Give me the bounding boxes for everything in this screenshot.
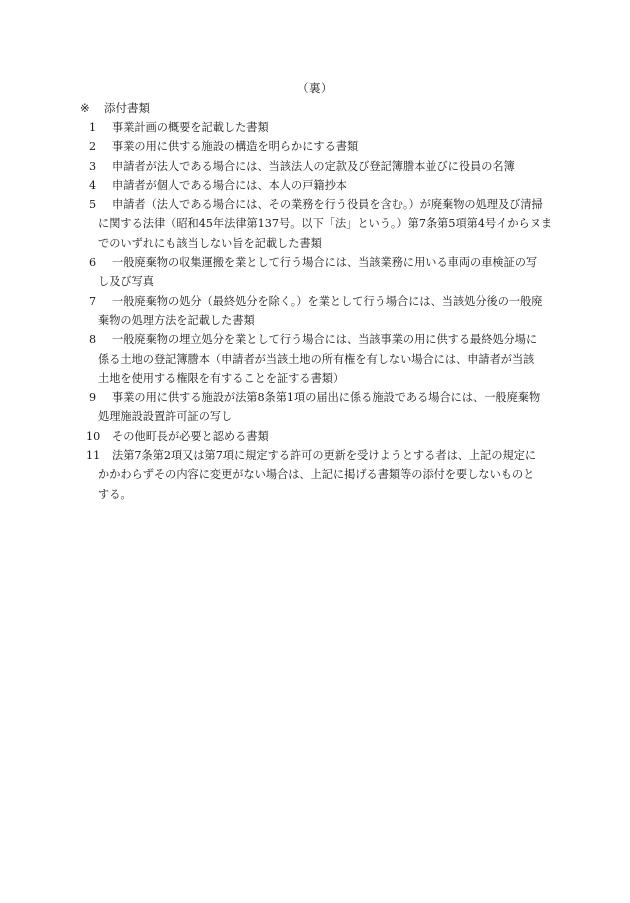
section-title: 添付書類 [104, 101, 150, 115]
list-item-line: 棄物の処理方法を記載した書類 [98, 313, 255, 327]
list-item-line: でのいずれにも該当しない旨を記載した書類 [98, 236, 322, 250]
list-item [84, 176, 564, 195]
section-heading [80, 100, 150, 116]
list-item-number: 6 [89, 256, 97, 270]
list-item-number: 11 [86, 449, 101, 463]
list-item-line: 法第7条第2項又は第7項に規定する許可の更新を受けようとする者は、上記の規定に [112, 449, 537, 463]
list-item-line: する。 [98, 487, 132, 501]
list-item-line: 処理施設設置許可証の写し [98, 410, 233, 424]
list-item-number: 2 [89, 140, 97, 154]
page-side-label: （裏） [297, 81, 333, 95]
list-item [84, 388, 564, 427]
list-item-text [98, 195, 564, 253]
list-item-line: 事業の用に供する施設の構造を明らかにする書類 [112, 140, 359, 154]
list-item-line: 申請者（法人である場合には、その業務を行う役員を含む。）が廃棄物の処理及び清掃 [112, 198, 543, 212]
list-item-number: 8 [89, 333, 97, 347]
list-item-text [112, 427, 564, 446]
list-item [84, 137, 564, 156]
list-item [84, 292, 564, 331]
attachment-list [84, 118, 564, 504]
list-item-line: かかわらずその内容に変更がない場合は、上記に掲げる書類等の添付を要しないものと [98, 468, 535, 482]
list-item-text [98, 388, 564, 427]
list-item-line: 一般廃棄物の埋立処分を業として行う場合には、当該事業の用に供する最終処分場に [112, 333, 538, 347]
list-item [84, 195, 564, 253]
list-item-text [98, 446, 564, 504]
list-item-line: 土地を使用する権限を有することを証する書類） [98, 371, 345, 385]
list-item-line: 申請者が個人である場合には、本人の戸籍抄本 [112, 178, 347, 192]
list-item-text [112, 137, 564, 156]
list-item-line: 一般廃棄物の処分（最終処分を除く。）を業として行う場合には、当該処分後の一般廃 [112, 294, 543, 308]
list-item [84, 157, 564, 176]
note-mark: ※ [80, 101, 90, 115]
list-item-text [98, 253, 564, 292]
list-item-line: 事業計画の概要を記載した書類 [112, 121, 269, 134]
list-item-number: 7 [89, 294, 97, 308]
list-item-line: 事業の用に供する施設が法第8条第1項の届出に係る施設である場合には、一般廃棄物 [112, 391, 541, 405]
list-item-number: 10 [86, 429, 101, 443]
list-item-line: し及び写真 [98, 275, 154, 289]
list-item-number: 1 [89, 121, 97, 134]
list-item-number: 9 [89, 391, 97, 405]
list-item-text [98, 330, 564, 388]
list-item-line: その他町長が必要と認める書類 [112, 429, 269, 443]
list-item [84, 446, 564, 504]
list-item [84, 427, 564, 446]
list-item-line: 係る土地の登記簿謄本（申請者が当該土地の所有権を有しない場合には、申請者が当該 [98, 352, 535, 366]
list-item [84, 330, 564, 388]
list-item-line: 一般廃棄物の収集運搬を業として行う場合には、当該業務に用いる車両の車検証の写 [112, 256, 538, 270]
list-item-text [98, 292, 564, 331]
list-item-text [112, 157, 564, 176]
list-item-line: 申請者が法人である場合には、当該法人の定款及び登記簿謄本並びに役員の名簿 [112, 159, 515, 173]
list-item-number: 3 [89, 159, 97, 173]
list-item-line: に関する法律（昭和45年法律第137号。以下「法」という。）第7条第5項第4号イからヌま [98, 217, 553, 231]
list-item-text [112, 176, 564, 195]
list-item [84, 118, 564, 137]
list-item-number: 5 [89, 198, 97, 212]
list-item-number: 4 [89, 178, 97, 192]
list-item [84, 253, 564, 292]
list-item-text [112, 118, 564, 137]
